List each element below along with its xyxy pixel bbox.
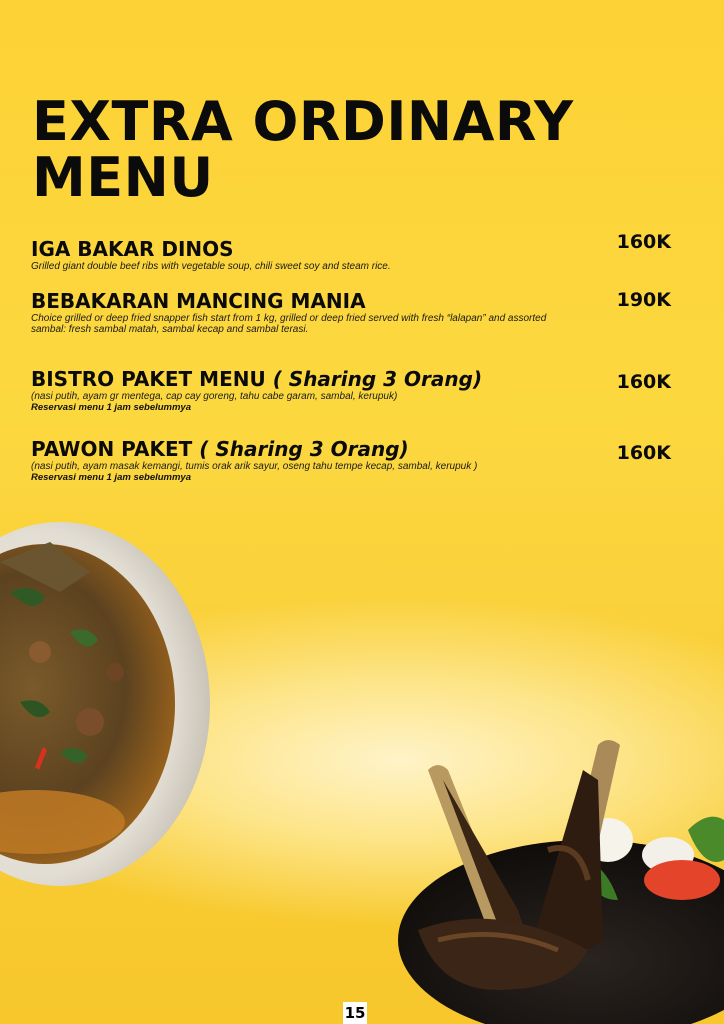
item-price: 160K xyxy=(616,371,671,393)
item-description: Choice grilled or deep fried snapper fish start from 1 kg, grilled or deep fried served with fresh “lalapan” and assorted sambal: fresh sambal matah, sambal kecap and sambal terasi. xyxy=(31,313,547,335)
page-title xyxy=(32,90,574,209)
curry-dish-image xyxy=(0,522,212,886)
item-name: BEBAKARAN MANCING MANIA xyxy=(31,289,366,313)
item-description: (nasi putih, ayam masak kemangi, tumis orak arik sayur, oseng tahu tempe kecap, sambal, kerupuk ) xyxy=(31,461,478,472)
menu-item-pawon-paket xyxy=(31,438,671,483)
item-sharing-note: ( Sharing 3 Orang) xyxy=(199,437,409,461)
menu-item-iga-bakar-dinos xyxy=(31,231,671,272)
item-name: IGA BAKAR DINOS xyxy=(31,237,234,261)
reservation-note: Reservasi menu 1 jam sebelummya xyxy=(31,402,192,413)
item-name: BISTRO PAKET MENU xyxy=(31,367,266,391)
page-number: 15 xyxy=(344,1004,366,1022)
item-price: 190K xyxy=(616,289,671,311)
item-name-row xyxy=(31,368,671,390)
item-sharing-note: ( Sharing 3 Orang) xyxy=(272,367,483,391)
grilled-ribs-image xyxy=(398,730,724,1024)
title-line-1: EXTRA ORDINARY xyxy=(32,90,574,153)
reservation-note: Reservasi menu 1 jam sebelummya xyxy=(31,472,192,483)
item-name: PAWON PAKET xyxy=(31,437,193,461)
menu-item-bistro-paket-menu xyxy=(31,368,671,413)
item-price: 160K xyxy=(616,442,671,464)
item-description: Grilled giant double beef ribs with vegetable soup, chili sweet soy and steam rice. xyxy=(31,261,391,272)
item-name-row xyxy=(31,438,671,460)
item-description: (nasi putih, ayam gr mentega, cap cay goreng, tahu cabe garam, sambal, kerupuk) xyxy=(31,391,398,402)
title-line-2: MENU xyxy=(32,146,214,209)
menu-item-bebakaran-mancing-mania xyxy=(31,290,671,335)
item-price: 160K xyxy=(616,231,671,253)
